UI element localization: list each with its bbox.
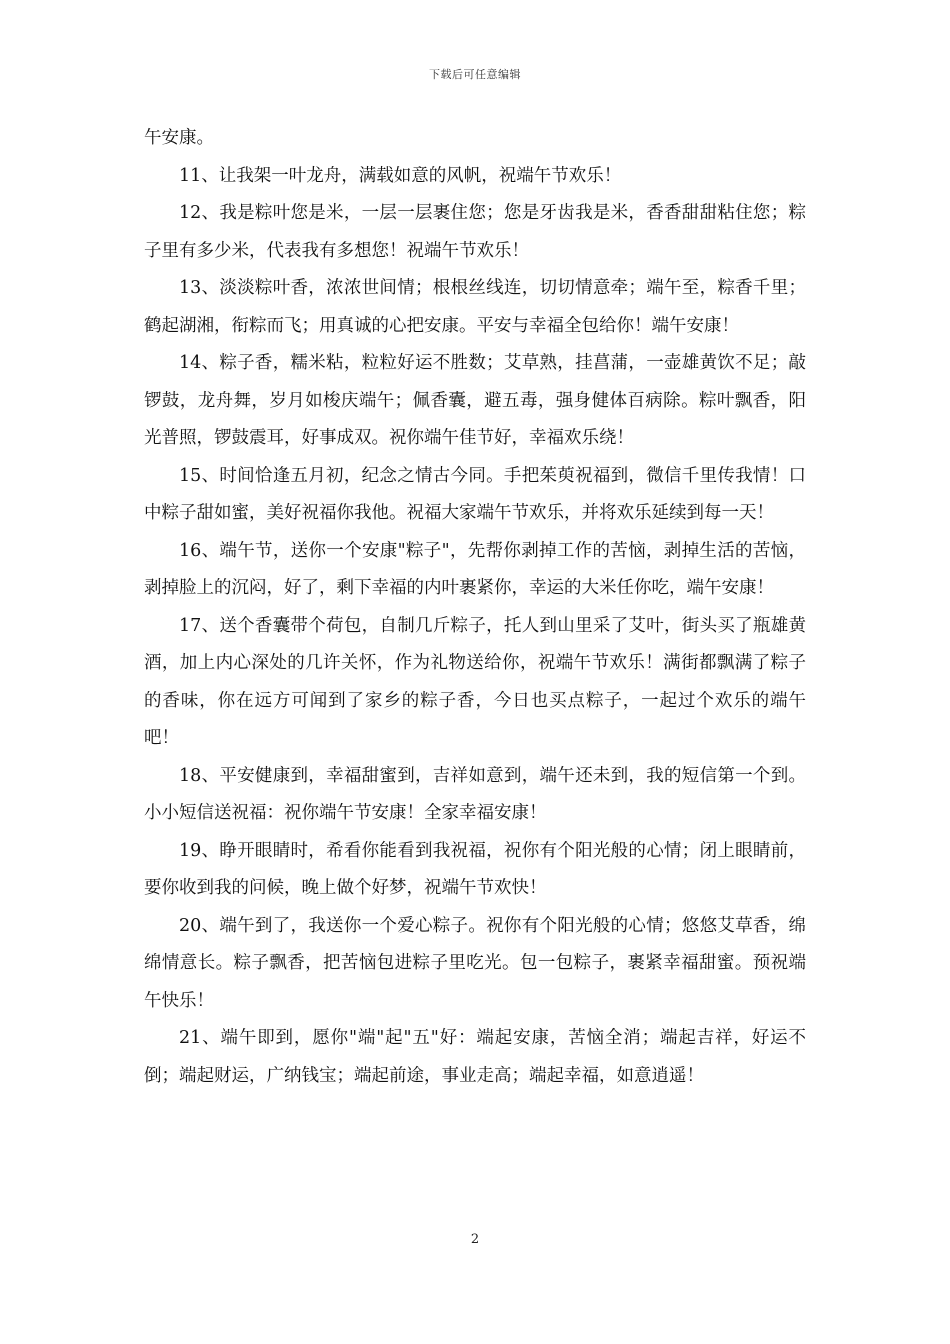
paragraph-item-19: 19、睁开眼睛时，希看你能看到我祝福，祝你有个阳光般的心情；闭上眼睛前，要你收到我的问候，晚上做个好梦，祝端午节欢快！ xyxy=(144,840,806,898)
paragraph-item-18: 18、平安健康到，幸福甜蜜到，吉祥如意到，端午还未到，我的短信第一个到。小小短信送祝福：祝你端午节安康！全家幸福安康！ xyxy=(144,765,806,823)
paragraph-item-17: 17、送个香囊带个荷包，自制几斤粽子，托人到山里采了艾叶，街头买了瓶雄黄酒，加上内心深处的几许关怀，作为礼物送给你，祝端午节欢乐！满街都飘满了粽子的香味，你在远方可闻到了家乡的粽子香，今日也买点粽子，一起过个欢乐的端午吧！ xyxy=(144,615,806,748)
paragraph-item-13: 13、淡淡粽叶香，浓浓世间情；根根丝线连，切切情意牵；端午至，粽香千里；鹤起湖湘，衔粽而飞；用真诚的心把安康。平安与幸福全包给你！端午安康！ xyxy=(144,278,806,336)
paragraph-item-14: 14、粽子香，糯米粘，粒粒好运不胜数；艾草熟，挂菖蒲，一壶雄黄饮不足；敲锣鼓，龙舟舞，岁月如梭庆端午；佩香囊，避五毒，强身健体百病除。粽叶飘香，阳光普照，锣鼓震耳，好事成双。祝你端午佳节好，幸福欢乐绕！ xyxy=(144,353,806,448)
paragraph-continuation: 午安康。 xyxy=(144,128,214,148)
paragraph-item-11: 11、让我架一叶龙舟，满载如意的风帆，祝端午节欢乐！ xyxy=(179,165,622,186)
document-body xyxy=(144,120,806,1095)
paragraph-item-15: 15、时间恰逢五月初，纪念之情古今同。手把茱萸祝福到，微信千里传我情！口中粽子甜如蜜，美好祝福你我他。祝福大家端午节欢乐，并将欢乐延续到每一天！ xyxy=(144,465,806,523)
paragraph-item-12: 12、我是粽叶您是米，一层一层裹住您；您是牙齿我是米，香香甜甜粘住您；粽子里有多少米，代表我有多想您！祝端午节欢乐！ xyxy=(144,203,806,261)
paragraph-item-21: 21、端午即到，愿你"端"起"五"好：端起安康，苦恼全消；端起吉祥，好运不倒；端起财运，广纳钱宝；端起前途，事业走高；端起幸福，如意逍遥！ xyxy=(144,1028,806,1086)
paragraph-item-20: 20、端午到了，我送你一个爱心粽子。祝你有个阳光般的心情；悠悠艾草香，绵绵情意长。粽子飘香，把苦恼包进粽子里吃光。包一包粽子，裹紧幸福甜蜜。预祝端午快乐！ xyxy=(144,915,806,1011)
page-number: 2 xyxy=(470,1232,480,1247)
paragraph-item-16: 16、端午节，送你一个安康"粽子"，先帮你剥掉工作的苦恼，剥掉生活的苦恼，剥掉脸上的沉闷，好了，剩下幸福的内叶裹紧你，幸运的大米任你吃，端午安康！ xyxy=(144,540,806,598)
page-header: 下载后可任意编辑 xyxy=(429,68,521,81)
